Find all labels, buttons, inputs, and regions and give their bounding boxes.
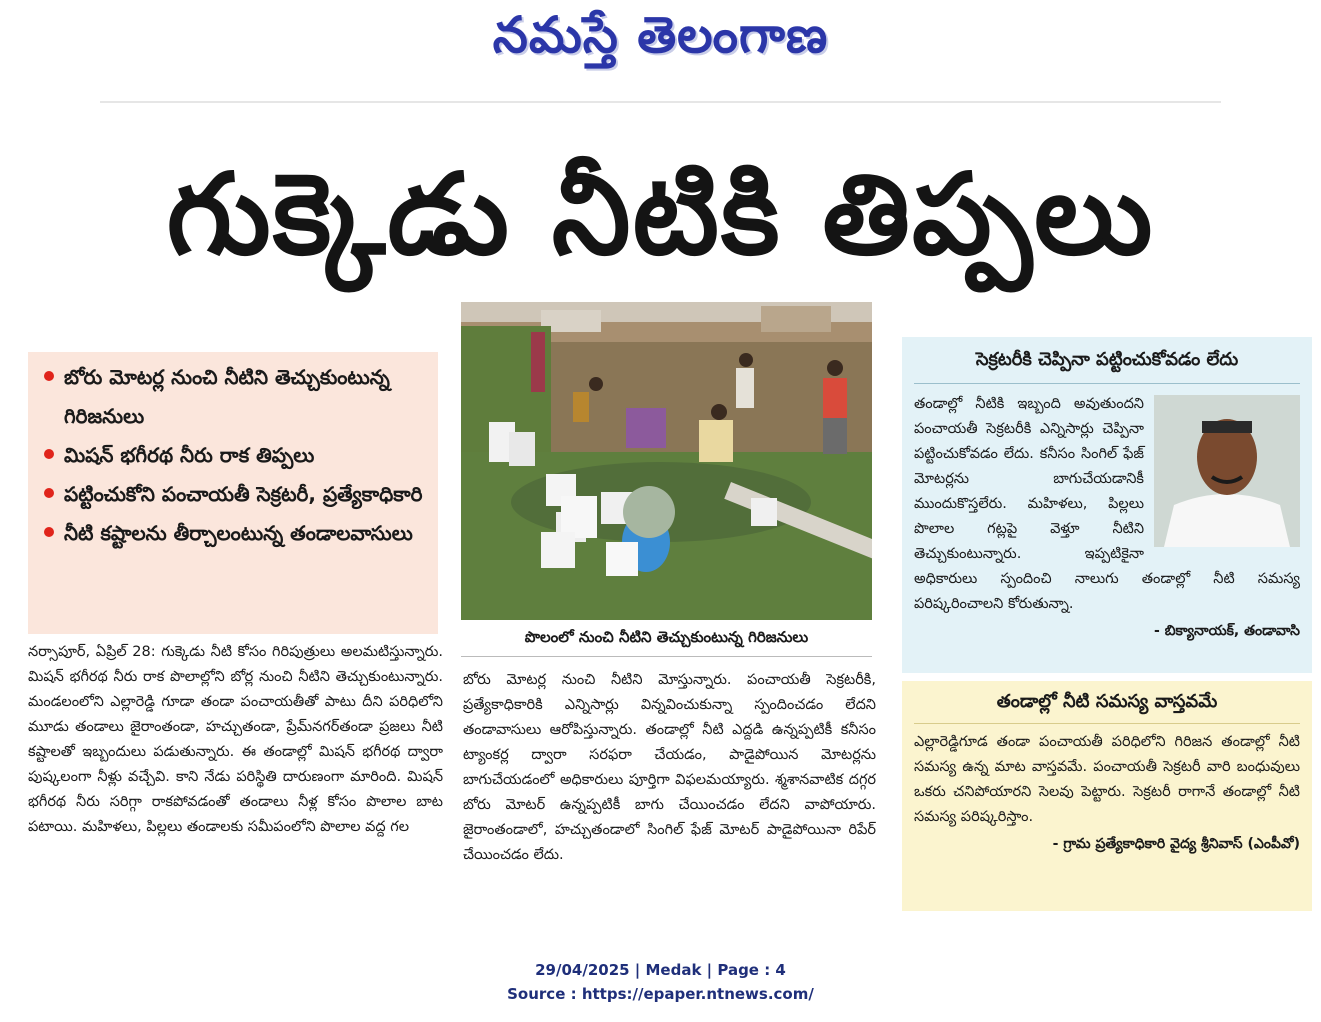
sidebar-title: తండాల్లో నీటి సమస్య వాస్తవమే xyxy=(914,681,1300,724)
sidebar-official-quote xyxy=(902,681,1312,911)
highlight-text: బోరు మోటర్ల నుంచి నీటిని తెచ్చుకుంటున్న గిరిజనులు xyxy=(64,365,390,428)
masthead xyxy=(0,0,1321,100)
highlight-item xyxy=(42,436,438,475)
highlight-text: మిషన్ భగీరథ నీరు రాక తిప్పలు xyxy=(64,443,315,467)
sidebar-resident-quote xyxy=(902,337,1312,673)
bullet-dot-icon xyxy=(44,371,54,381)
bullet-dot-icon xyxy=(44,449,54,459)
headline: గుక్కెడు నీటికి తిప్పలు xyxy=(166,150,1155,280)
article-paragraph: బోరు మోటర్ల నుంచి నీటిని మోస్తున్నారు. పంచాయతీ సెక్రటరీకి, ప్రత్యేకాధికారికి ఎన్నిసార్లు విన్నవించుకున్నా స్పందించడం లేదని తండావాసులు ఆరోపిస్తున్నారు. తండాల్లో నీటి ఎద్దడి ఉన్నప్పటికీ కనీసం ట్యాంకర్ల ద్వారా సరఫరా చేయడం, పాడైపోయిన మోటర్లను బాగుచేయడంలో అధికారులు పూర్తిగా విఫలమయ్యారు. శ్మశానవాటిక దగ్గర బోరు మోటర్ ఉన్నప్పటికీ బాగు చేయించడం లేదని వాపోయారు. జైరాంతండాలో, హచ్చుతండాలో సింగిల్ ఫేజ్ మోటర్ పాడైపోయినా రిపేర్ చేయించడం లేదు. xyxy=(463,672,876,863)
source-link[interactable]: Source : https://epaper.ntnews.com/ xyxy=(507,985,814,1003)
page-footer xyxy=(0,958,1321,1006)
bullet-dot-icon xyxy=(44,527,54,537)
article-column-1 xyxy=(28,640,443,840)
news-photo xyxy=(461,302,872,620)
highlight-item xyxy=(42,475,438,514)
highlight-text: పట్టించుకోని పంచాయతీ సెక్రటరీ, ప్రత్యేకాధికారి xyxy=(64,482,423,506)
person-photo xyxy=(1154,395,1300,547)
highlight-text: నీటి కష్టాలను తీర్చాలంటున్న తండాలవాసులు xyxy=(64,521,413,545)
sidebar-text: తండాల్లో నీటికి ఇబ్బంది అవుతుందని పంచాయతీ సెక్రటరీకి ఎన్నిసార్లు చెప్పినా పట్టించుకోవడం లేదు. కనీసం సింగిల్ ఫేజ్ మోటర్లను బాగుచేయడానికీ ముందుకొస్తలేరు. మహిళలు, పిల్లలు పొలాల గట్లపై వెళ్తూ నీటిని తెచ్చుకుంటున్నారు. ఇప్పటికైనా అధికారులు స్పందించి నాలుగు తండాల్లో నీటి సమస్య పరిష్కరించాలని కోరుతున్నా. xyxy=(914,396,1300,612)
highlights-box xyxy=(28,352,438,634)
sidebar-signature: - బిక్యానాయక్, తండావాసి xyxy=(1154,623,1300,639)
sidebar-title: సెక్రటరీకి చెప్పినా పట్టించుకోవడం లేదు xyxy=(914,337,1300,384)
sidebar-text: ఎల్లారెడ్డిగూడ తండా పంచాయతీ పరిధిలోని గిరిజన తండాల్లో నీటి సమస్య ఉన్న మాట వాస్తవమే. పంచాయతీ సెక్రటరీ వారి బంధువులు ఒకరు చనిపోయారని సెలవు పెట్టారు. సెక్రటరీ రాగానే తండాల్లో నీటి సమస్య పరిష్కరిస్తాం. xyxy=(914,734,1300,825)
sidebar-signature: - గ్రామ ప్రత్యేకాధికారి వైద్య శ్రీనివాస్ (ఎంపీవో) xyxy=(1052,836,1300,852)
photo-illustration xyxy=(461,302,872,620)
highlight-item xyxy=(42,358,438,436)
photo-caption: పొలంలో నుంచి నీటిని తెచ్చుకుంటున్న గిరిజనులు xyxy=(461,622,872,657)
edition-info: 29/04/2025 | Medak | Page : 4 xyxy=(535,961,786,979)
article-paragraph: నర్సాపూర్, ఏప్రిల్ 28: గుక్కెడు నీటి కోసం గిరిపుత్రులు అలమటిస్తున్నారు. మిషన్ భగీరథ నీరు రాక పొలాల్లోని బోర్ల నుంచి నీటిని తెచ్చుకుంటున్నారు. మండలంలోని ఎల్లారెడ్డి గూడా తండా పంచాయతీతో పాటు దీని పరిధిలోని మూడు తండాలు జైరాంతండా, హచ్చుతండా, ప్రేమ్‌నగర్‌తండా ప్రజలు నీటి కష్టాలతో ఇబ్బందులు పడుతున్నారు. ఈ తండాల్లో మిషన్ భగీరథ ద్వారా పుష్కలంగా నీళ్లు వచ్చేవి. కాని నేడు పరిస్థితి దారుణంగా మారింది. మిషన్ భగీరథ నీరు సరిగ్గా రాకపోవడంతో తండాలు నీళ్ల కోసం పొలాల బాట పటాయి. మహిళలు, పిల్లలు తండాలకు సమీపంలోని పొలాల వద్ద గల xyxy=(28,644,443,835)
masthead-divider xyxy=(100,101,1221,103)
newspaper-logo: నమస్తే తెలంగాణ xyxy=(492,6,829,64)
highlight-item xyxy=(42,514,438,553)
bullet-dot-icon xyxy=(44,488,54,498)
article-column-2 xyxy=(463,668,876,868)
